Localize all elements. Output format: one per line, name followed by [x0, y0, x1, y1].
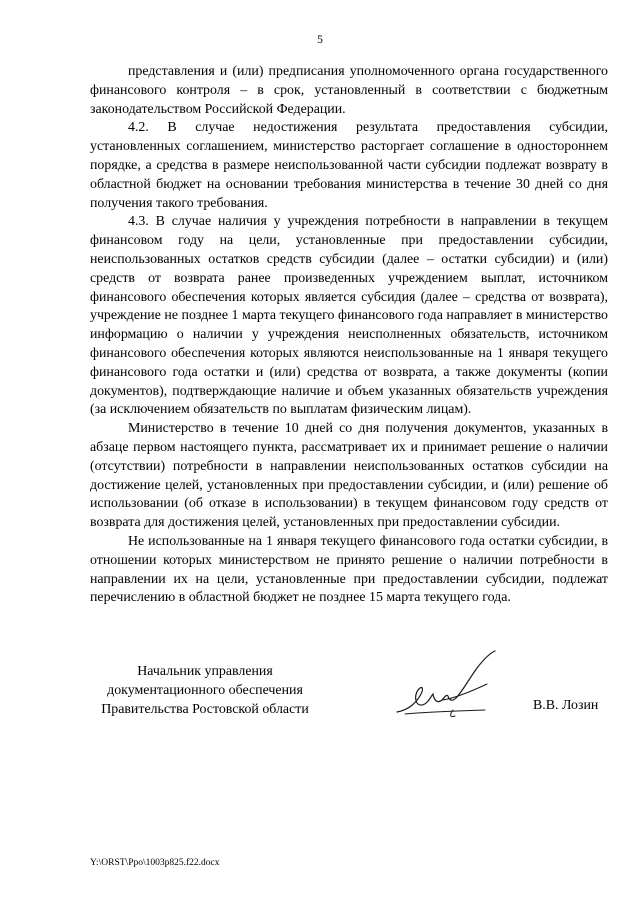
signer-name: В.В. Лозин — [533, 698, 599, 713]
file-path: Y:\ORST\Ppo\1003p825.f22.docx — [90, 858, 220, 868]
document-body — [90, 63, 608, 608]
signer-position-line-3: Правительства Ростовской области — [101, 702, 309, 717]
signer-position — [90, 662, 320, 719]
paragraph-continuation: представления и (или) предписания уполномоченного органа государственного финансового контроля – в срок, установленный в соответствии с бюджетным законодательством Российской Федерации. — [90, 64, 608, 117]
paragraph-unused-balances: Не использованные на 1 января текущего финансового года остатки субсидии, в отношении которых министерством не принято решение о наличии потребности в направлении их на цели, установленные при предоставлении субсидии, подлежат перечислению в областной бюджет не позднее 15 марта текущего года. — [90, 533, 608, 606]
signer-position-line-2: документационного обеспечения — [107, 683, 303, 698]
handwritten-signature — [395, 650, 505, 730]
signer-position-line-1: Начальник управления — [137, 664, 273, 679]
paragraph-4-3: 4.3. В случае наличия у учреждения потребности в направлении в текущем финансовом году на цели, установленные при предоставлении субсидии, неиспользованных остатков средств субсидии (далее – остатки субсидии) и (или) средств от возврата ранее произведенных учреждением выплат, источником финансового обеспечения которых является субсидия (далее – средства от возврата), учреждение не позднее 1 марта текущего финансового года направляет в министерство информацию о наличии у учреждения неисполненных обязательств, источником финансового обеспечения которых являются неиспользованные на 1 января текущего финансового года остатки и (или) средства от возврата, а также документы (копии документов), подтверждающие наличие и объем указанных обязательств учреждения (за исключением обязательств по выплатам физическим лицам). — [90, 214, 608, 418]
paragraph-ministry-decision: Министерство в течение 10 дней со дня получения документов, указанных в абзаце первом настоящего пункта, рассматривает их и принимает решение о наличии (отсутствии) потребности в направлении неиспользованных остатков субсидии на достижение целей, установленных при предоставлении субсидии, и (или) решение об использовании (об отказе в использовании) в текущем финансовом году средств от возврата для достижения целей, установленных при предоставлении субсидии. — [90, 421, 608, 531]
page-number: 5 — [317, 34, 323, 46]
paragraph-4-2: 4.2. В случае недостижения результата предоставления субсидии, установленных соглашением, министерство расторгает соглашение в одностороннем порядке, а средства в размере неиспользованной части субсидии подлежат возврату в областной бюджет на основании требования министерства в течение 30 дней со дня получения такого требования. — [90, 120, 608, 211]
